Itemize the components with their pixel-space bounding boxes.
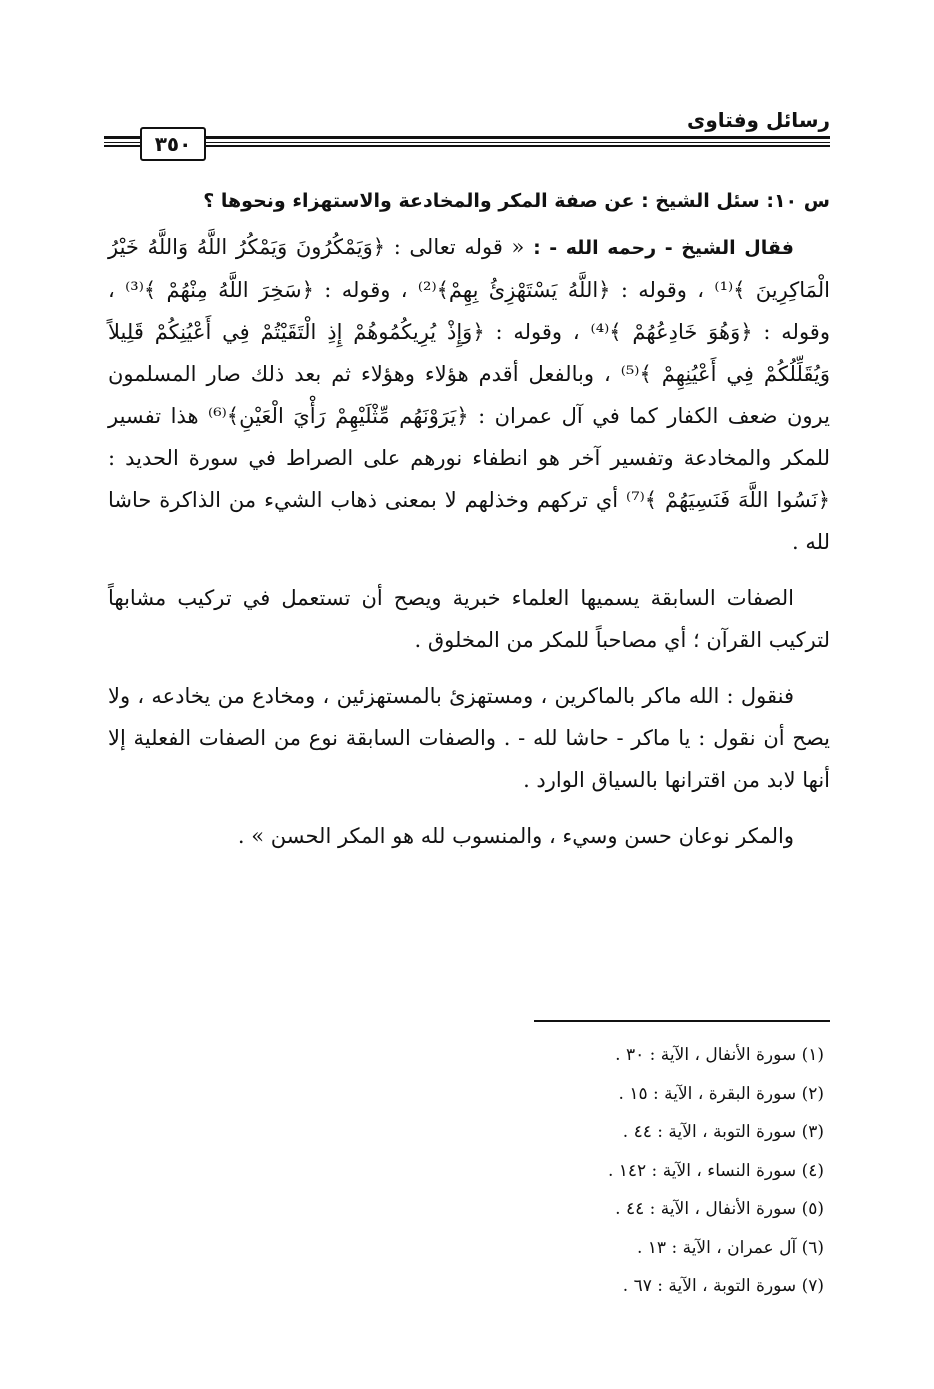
page-number: ٣٥٠ xyxy=(140,127,206,161)
footnote-item: (٢) سورة البقرة ، الآية : ١٥ . xyxy=(618,1083,824,1104)
footnotes-list xyxy=(224,1036,824,1306)
answer-paragraph xyxy=(108,226,830,563)
header-rule-bottom xyxy=(104,145,830,147)
paragraph-usage: فنقول : الله ماكر بالماكرين ، ومستهزئ بالمستهزئين ، ومخادع من يخادعه ، ولا يصح أن نقول : يا ماكر - حاشا لله - . والصفات السابقة نوع من الصفات الفعلية إلا أنها لابد من اقترانها بالسياق الوارد . xyxy=(108,684,830,792)
footnote-item: (١) سورة الأنفال ، الآية : ٣٠ . xyxy=(615,1045,824,1065)
main-text xyxy=(108,180,830,857)
footnote-item: (٣) سورة التوبة ، الآية : ٤٤ . xyxy=(622,1122,824,1142)
paragraph-conclusion: والمكر نوعان حسن وسيء ، والمنسوب لله هو المكر الحسن » . xyxy=(237,824,794,848)
paragraph-attributes: الصفات السابقة يسميها العلماء خبرية ويصح أن تستعمل في تركيب مشابهاً لتركيب القرآن ؛ أي مصاحباً للمكر من المخلوق . xyxy=(108,586,830,652)
header-rule xyxy=(104,134,830,150)
answer-lead: فقال الشيخ - رحمه الله - : xyxy=(533,237,794,259)
footnote-item: (٦) آل عمران ، الآية : ١٣ . xyxy=(636,1237,824,1258)
answer-body: « قوله تعالى : ﴿وَيَمْكُرُونَ وَيَمْكُرُ اللَّهُ وَاللَّهُ خَيْرُ الْمَاكِرِينَ ﴾⁽¹⁾ ، وقوله : ﴿اللَّهُ يَسْتَهْزِئُ بِهِمْ﴾⁽²⁾ ، وقوله : ﴿سَخِرَ اللَّهُ مِنْهُمْ ﴾⁽³⁾ ، وقوله : ﴿وَهُوَ خَادِعُهُمْ ﴾⁽⁴⁾ ، وقوله : ﴿وَإِذْ يُرِيكُمُوهُمْ إِذِ الْتَقَيْتُمْ فِي أَعْيُنِكُمْ قَلِيلاً وَيُقَلِّلُكُمْ فِي أَعْيُنِهِمْ ﴾⁽⁵⁾ ، وبالفعل أقدم هؤلاء وهؤلاء ثم بعد ذلك صار المسلمون يرون ضعف الكفار كما في آل عمران : ﴿يَرَوْنَهُم مِّثْلَيْهِمْ رَأْيَ الْعَيْنِ﴾⁽⁶⁾ هذا تفسير للمكر والمخادعة وتفسير آخر هو انطفاء نورهم على الصراط في سورة الحديد : ﴿نَسُوا اللَّهَ فَنَسِيَهُمْ ﴾⁽⁷⁾ أي تركهم وخذلهم لا بمعنى ذهاب الشيء من الذاكرة حاشا لله . xyxy=(108,235,831,554)
footnote-item: (٥) سورة الأنفال ، الآية : ٤٤ . xyxy=(615,1199,824,1219)
footnote-item: (٧) سورة التوبة ، الآية : ٦٧ . xyxy=(622,1276,824,1296)
footnote-separator xyxy=(534,1020,830,1022)
footnote-item: (٤) سورة النساء ، الآية : ١٤٢ . xyxy=(607,1160,824,1181)
header-rule-thick xyxy=(104,136,830,139)
running-head: رسائل وفتاوى xyxy=(687,108,830,132)
header-rule-thin xyxy=(104,142,830,143)
question-heading: س ١٠: سئل الشيخ : عن صفة المكر والمخادعة والاستهزاء ونحوها ؟ xyxy=(203,190,830,212)
